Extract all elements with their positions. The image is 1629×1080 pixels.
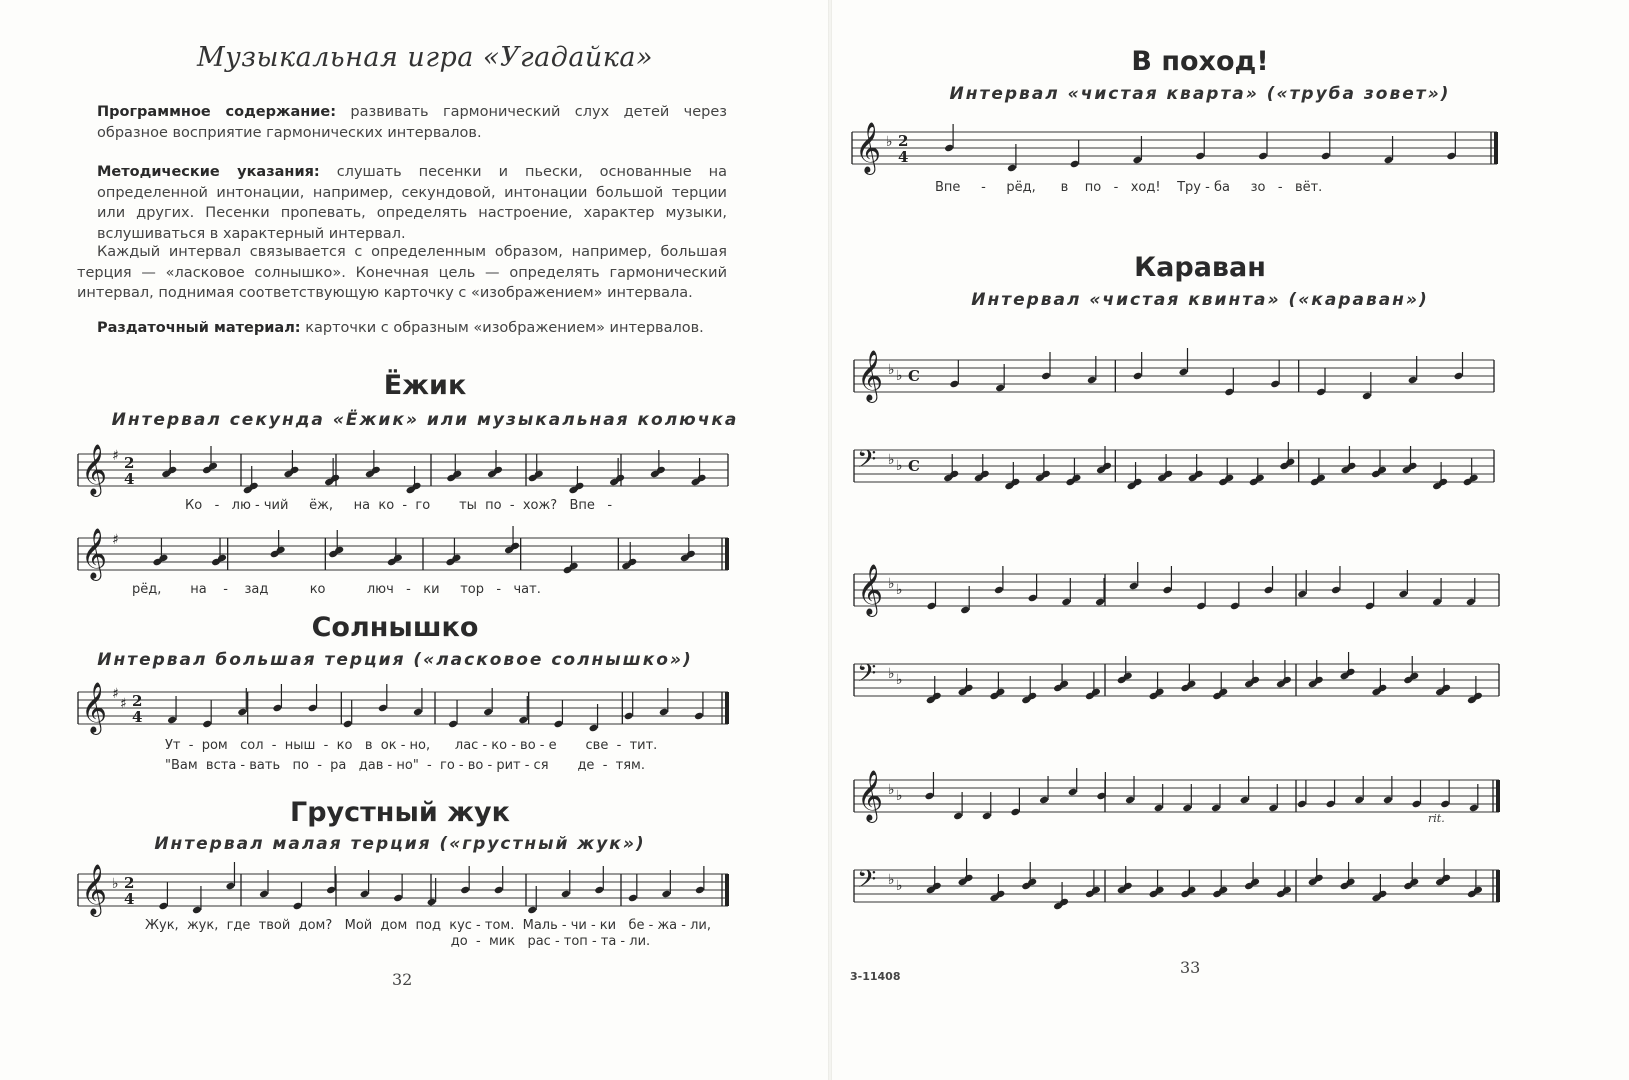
staff-ezhik-2 [78, 524, 728, 584]
svg-text:♭: ♭ [896, 788, 903, 804]
svg-text:2: 2 [898, 132, 909, 150]
svg-text:♯: ♯ [112, 532, 119, 548]
song-title-v-pokhod: В поход! [1131, 46, 1269, 77]
lyrics-grustny-zhuk-1: Жук, жук, где твой дом? Мой дом под кус - том. Маль - чи - ки бе - жа - ли, [145, 918, 711, 933]
bass-clef-icon: 𝄢 [857, 865, 877, 900]
svg-text:♭: ♭ [888, 666, 895, 682]
treble-clef-icon: 𝄞 [81, 444, 108, 495]
lyrics-ezhik-1: Ко - лю - чий ёж, на ко - го ты по - хож? Впе - [185, 498, 613, 513]
staff-v-pokhod [852, 118, 1497, 178]
lyrics-solnyshko-2: "Вам вста - вать по - ра дав - но" - го - во - рит - ся де - тям. [165, 758, 645, 773]
bass-clef-icon: 𝄢 [857, 445, 877, 480]
program-paragraph [97, 102, 727, 143]
material-label: Раздаточный материал: [97, 320, 301, 336]
svg-text:♭: ♭ [896, 368, 903, 384]
svg-text:♭: ♭ [888, 576, 895, 592]
svg-text:4: 4 [124, 890, 135, 908]
svg-text:♭: ♭ [888, 782, 895, 798]
svg-text:♭: ♭ [896, 878, 903, 894]
method-paragraph-2: Каждый интервал связывается с определенным образом, например, большая терция — «ласковое солнышко». Конечная цель — определять гармонический интервал, поднимая соответствующую карточку с «изображением» интервала. [77, 244, 727, 301]
program-label: Программное содержание: [97, 104, 337, 120]
svg-text:♭: ♭ [888, 872, 895, 888]
svg-text:4: 4 [132, 708, 143, 726]
svg-text:♭: ♭ [112, 876, 119, 892]
lyrics-ezhik-2: рёд, на - зад ко люч - ки тор - чат. [132, 582, 541, 597]
staff-karavan-2-treble [854, 560, 1499, 620]
page-title: Музыкальная игра «Угадайка» [196, 42, 654, 73]
staff-karavan-1-treble [854, 346, 1494, 406]
svg-text:2: 2 [124, 874, 135, 892]
method-paragraph [97, 162, 727, 244]
staff-ezhik-1 [78, 440, 728, 500]
treble-clef-icon: 𝄞 [81, 682, 108, 733]
bass-clef-icon: 𝄢 [857, 659, 877, 694]
svg-text:4: 4 [898, 148, 909, 166]
song-title-ezhik: Ёжик [383, 370, 467, 401]
staff-grustny-zhuk [78, 860, 728, 920]
svg-text:4: 4 [124, 470, 135, 488]
song-title-solnyshko: Солнышко [311, 612, 479, 643]
treble-clef-icon: 𝄞 [857, 564, 884, 615]
treble-clef-icon: 𝄞 [855, 122, 882, 173]
treble-clef-icon: 𝄞 [857, 350, 884, 401]
svg-text:♭: ♭ [896, 582, 903, 598]
svg-text:♭: ♭ [888, 452, 895, 468]
staff-karavan-3-bass [854, 856, 1499, 916]
method-text: слушать песенки и пьески, основанные на определенной интонации, например, секундовой, интонации большой терции или других. Песенки пропевать, определять настроение, характер музыки, вслушиваться в характерный интервал. [97, 164, 727, 242]
song-subtitle-ezhik: Интервал секунда «Ёжик» или музыкальная колючка [111, 410, 739, 430]
staff-karavan-2-bass [854, 650, 1499, 710]
svg-text:♭: ♭ [888, 362, 895, 378]
tempo-marking: rit. [1428, 812, 1445, 825]
treble-clef-icon: 𝄞 [857, 770, 884, 821]
song-subtitle-solnyshko: Интервал большая терция («ласковое солнышко») [97, 650, 693, 670]
svg-text:♭: ♭ [886, 134, 893, 150]
svg-text:C: C [908, 457, 920, 475]
svg-text:♯: ♯ [120, 696, 127, 712]
song-title-karavan: Караван [1134, 252, 1266, 283]
song-title-grustny-zhuk: Грустный жук [290, 797, 510, 828]
lyrics-grustny-zhuk-2: до - мик рас - топ - та - ли. [145, 934, 651, 949]
page-number-right: 33 [1180, 958, 1201, 977]
svg-text:C: C [908, 367, 920, 385]
svg-text:♭: ♭ [896, 458, 903, 474]
svg-text:2: 2 [132, 692, 143, 710]
staff-karavan-1-bass [854, 436, 1494, 496]
page-number-left: 32 [392, 970, 413, 989]
method-label: Методические указания: [97, 164, 320, 180]
staff-solnyshko [78, 678, 728, 738]
right-page [830, 0, 1629, 1080]
song-subtitle-grustny-zhuk: Интервал малая терция («грустный жук») [154, 834, 646, 854]
treble-clef-icon: 𝄞 [81, 528, 108, 579]
svg-text:♯: ♯ [112, 448, 119, 464]
treble-clef-icon: 𝄞 [81, 864, 108, 915]
publication-code: 3-11408 [850, 970, 901, 983]
song-subtitle-v-pokhod: Интервал «чистая кварта» («труба зовет») [949, 84, 1451, 104]
lyrics-solnyshko-1: Ут - ром сол - ныш - ко в ок - но, лас - ко - во - е све - тит. [165, 738, 658, 753]
material-paragraph [97, 318, 727, 339]
svg-text:2: 2 [124, 454, 135, 472]
staff-karavan-3-treble [854, 766, 1499, 826]
material-text: карточки с образным «изображением» интервалов. [300, 320, 704, 336]
program-text: развивать гармонический слух детей через образное восприятие гармонических интервалов. [97, 104, 727, 141]
svg-text:♯: ♯ [112, 686, 119, 702]
svg-text:♭: ♭ [896, 672, 903, 688]
lyrics-v-pokhod: Впе - рёд, в по - ход! Тру - ба зо - вёт. [935, 180, 1323, 195]
song-subtitle-karavan: Интервал «чистая квинта» («караван») [971, 290, 1429, 310]
